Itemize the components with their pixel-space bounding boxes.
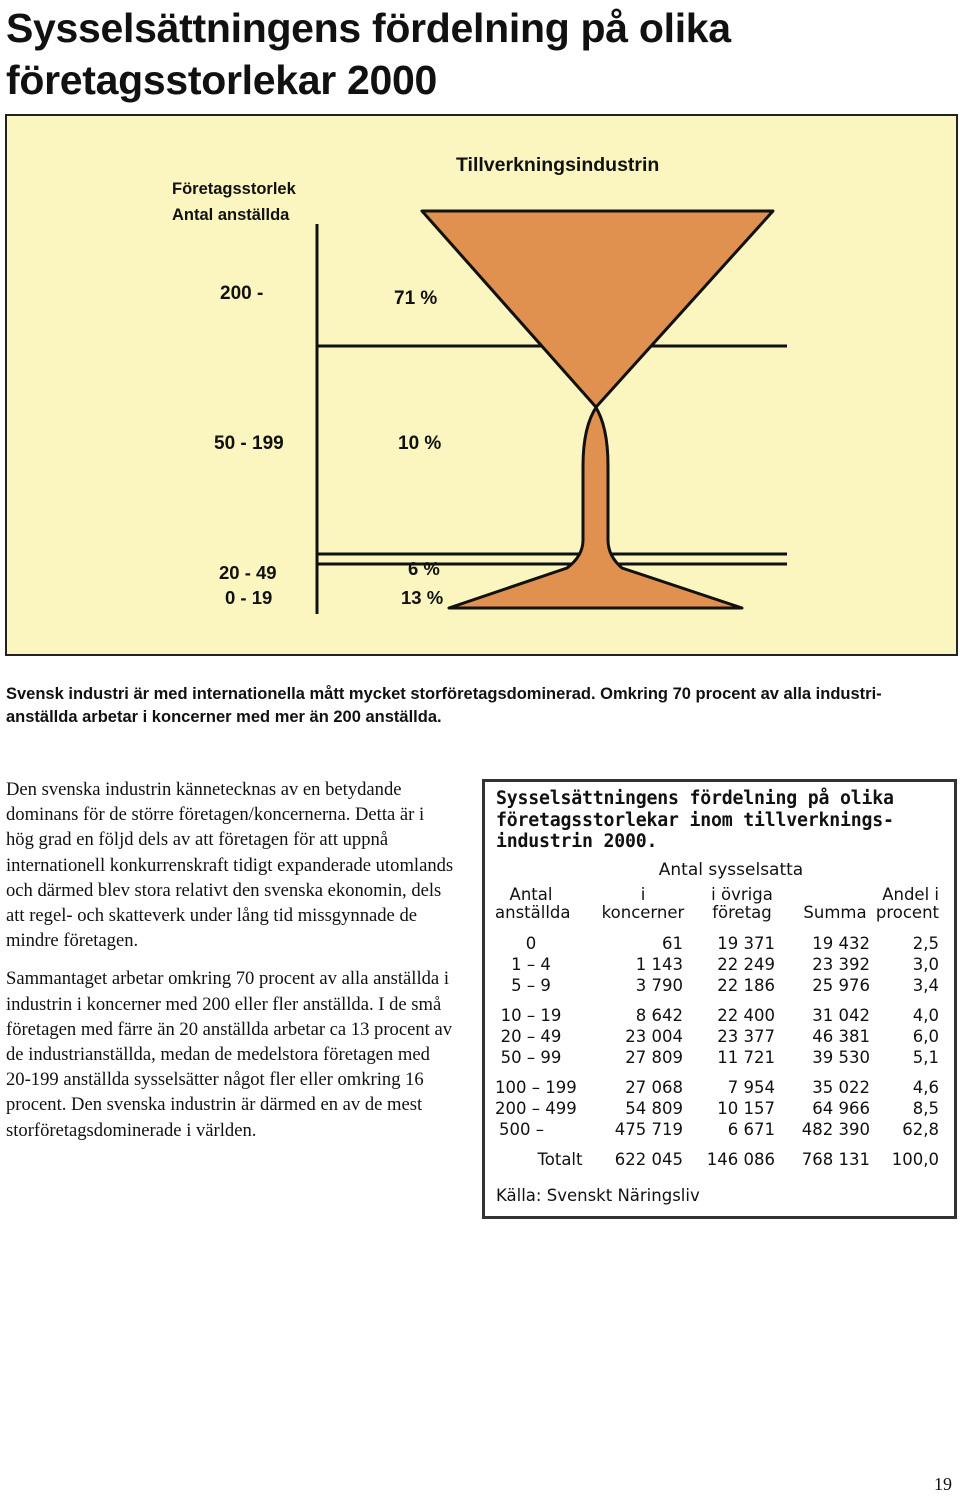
cell-sum: 25 976 — [812, 976, 870, 995]
cell-other: 23 377 — [717, 1027, 775, 1046]
table-row — [485, 1027, 955, 1048]
cell-sum: 482 390 — [801, 1120, 870, 1139]
table-row — [485, 934, 955, 955]
cell-groups: 54 809 — [625, 1099, 683, 1118]
table-title-line-2: företagsstorlekar inom tillverknings- — [496, 809, 894, 831]
header-col-sum-line-2: Summa — [803, 903, 867, 922]
employment-table — [482, 779, 957, 1219]
cell-other: 22 400 — [717, 1006, 775, 1025]
level-percent-20: 6 % — [408, 558, 440, 579]
cell-size: 100 – 199 — [495, 1078, 577, 1097]
table-row — [485, 976, 955, 997]
cell-sum: 31 042 — [812, 1006, 870, 1025]
cell-other: 19 371 — [717, 934, 775, 953]
cell-size: 10 – 19 — [500, 1006, 562, 1025]
header-col-size-line-2: anställda — [495, 903, 571, 922]
cell-share: 4,0 — [912, 1006, 939, 1025]
header-col-sum — [795, 886, 875, 922]
header-col-share-line-1: Andel i — [882, 885, 939, 904]
level-percent-0: 13 % — [401, 587, 444, 608]
cell-sum: 39 530 — [812, 1048, 870, 1067]
table-row — [485, 1120, 955, 1141]
cell-other: 11 721 — [717, 1048, 775, 1067]
cell-groups: 27 068 — [625, 1078, 683, 1097]
series-title: Tillverkningsindustrin — [456, 154, 660, 176]
cell-sum: 35 022 — [812, 1078, 870, 1097]
cell-sum: 19 432 — [812, 934, 870, 953]
cell-sum: 23 392 — [812, 955, 870, 974]
header-col-share — [869, 886, 939, 922]
header-col-other-line-1: i övriga — [711, 885, 773, 904]
header-col-groups — [593, 886, 693, 922]
figure-caption — [6, 683, 951, 729]
caption-line-1: Svensk industri är med internationella mått mycket storföretagsdominerad. Omkring 70 procent av alla industri- — [6, 685, 882, 703]
table-row — [485, 1099, 955, 1120]
level-percent-200: 71 % — [394, 288, 438, 309]
page-title-line-1: Sysselsättningens fördelning på olika — [6, 5, 731, 51]
caption-line-2: anställda arbetar i koncerner med mer än 200 anställda. — [6, 708, 442, 726]
cell-groups: 475 719 — [614, 1120, 683, 1139]
table-title-line-3: industrin 2000. — [496, 831, 658, 852]
cell-groups: 622 045 — [614, 1150, 683, 1169]
cell-size: 200 – 499 — [495, 1099, 577, 1118]
table-title-line-1: Sysselsättningens fördelning på olika — [496, 788, 894, 809]
cell-share: 3,0 — [912, 955, 939, 974]
cell-share: 6,0 — [912, 1027, 939, 1046]
cell-size: 50 – 99 — [500, 1048, 562, 1067]
axis-title — [172, 176, 296, 228]
page-title-line-2: företagsstorlekar 2000 — [6, 57, 437, 103]
cell-size: 500 – — [499, 1120, 544, 1139]
level-label-200: 200 - — [220, 283, 264, 304]
header-col-size — [495, 885, 571, 922]
cell-share: 5,1 — [912, 1048, 939, 1067]
cell-size: 5 – 9 — [511, 976, 551, 995]
cell-size: 1 – 4 — [511, 955, 551, 974]
table-row-total — [485, 1150, 955, 1171]
cell-size: 0 — [525, 934, 537, 953]
cell-other: 22 186 — [717, 976, 775, 995]
cell-groups: 27 809 — [625, 1048, 683, 1067]
body-paragraph-2: Sammantaget arbetar omkring 70 procent av alla anställda i industrin i koncerner med 200 eller fler anställda. I de små företagen med färre än 20 anställda arbetar ca 13 procent av de industrianställda, medan de medelstora företagen med 20-199 anställda sysselsätter något fler eller omkring 16 procent. Den svenska industrin är därmed en av de mest storföretagsdominerade i världen. — [6, 968, 453, 1141]
glass-diagram — [7, 116, 960, 658]
cell-groups: 1 143 — [635, 955, 683, 974]
page-number: 19 — [934, 1474, 952, 1494]
body-text — [6, 777, 454, 1156]
level-label-0: 0 - 19 — [225, 587, 273, 608]
cell-share: 62,8 — [902, 1120, 939, 1139]
body-paragraph-1: Den svenska industrin kännetecknas av en betydande dominans för de större företagen/koncernerna. Detta är i hög grad en följd dels av att företagen för att uppnå internationell konkurrenskraft tidigt expanderade utomlands och därmed blev stora relativt den svenska ekonomin, dels att regel- och skatteverk under lång tid missgynnade de mindre företagen. — [6, 779, 454, 952]
table-row — [485, 1048, 955, 1069]
cell-share: 100,0 — [891, 1150, 939, 1169]
cell-total-label: Totalt — [537, 1150, 583, 1169]
cell-share: 2,5 — [912, 934, 939, 953]
cell-sum: 768 131 — [801, 1150, 870, 1169]
table-title — [496, 788, 936, 853]
cell-groups: 23 004 — [625, 1027, 683, 1046]
header-col-other-line-2: företag — [712, 903, 772, 922]
table-row — [485, 955, 955, 976]
table-row — [485, 1006, 955, 1027]
cell-groups: 3 790 — [635, 976, 683, 995]
header-col-share-line-2: procent — [875, 903, 939, 922]
cell-share: 4,6 — [912, 1078, 939, 1097]
cell-other: 22 249 — [717, 955, 775, 974]
glass-figure — [5, 114, 958, 656]
page-title — [6, 2, 946, 106]
glass-shape — [422, 211, 773, 608]
table-row — [485, 1078, 955, 1099]
cell-other: 146 086 — [706, 1150, 775, 1169]
header-col-sum-line-1 — [795, 886, 875, 904]
table-super-header: Antal sysselsatta — [658, 860, 804, 880]
cell-other: 7 954 — [727, 1078, 775, 1097]
level-label-50: 50 - 199 — [214, 433, 284, 454]
cell-other: 10 157 — [717, 1099, 775, 1118]
header-col-groups-line-1: i — [640, 885, 646, 904]
header-col-size-line-1: Antal — [509, 885, 553, 904]
level-percent-50: 10 % — [398, 433, 442, 454]
table-source: Källa: Svenskt Näringsliv — [496, 1186, 700, 1205]
axis-title-line-1: Företagsstorlek — [172, 180, 296, 198]
level-label-20: 20 - 49 — [219, 562, 277, 583]
cell-sum: 64 966 — [812, 1099, 870, 1118]
cell-groups: 8 642 — [635, 1006, 683, 1025]
cell-sum: 46 381 — [812, 1027, 870, 1046]
axis-title-line-2: Antal anställda — [172, 206, 290, 224]
cell-share: 8,5 — [912, 1099, 939, 1118]
cell-size: 20 – 49 — [500, 1027, 562, 1046]
cell-other: 6 671 — [727, 1120, 775, 1139]
header-col-groups-line-2: koncerner — [601, 903, 685, 922]
header-col-other — [697, 886, 787, 922]
cell-share: 3,4 — [912, 976, 939, 995]
cell-groups: 61 — [662, 934, 683, 953]
